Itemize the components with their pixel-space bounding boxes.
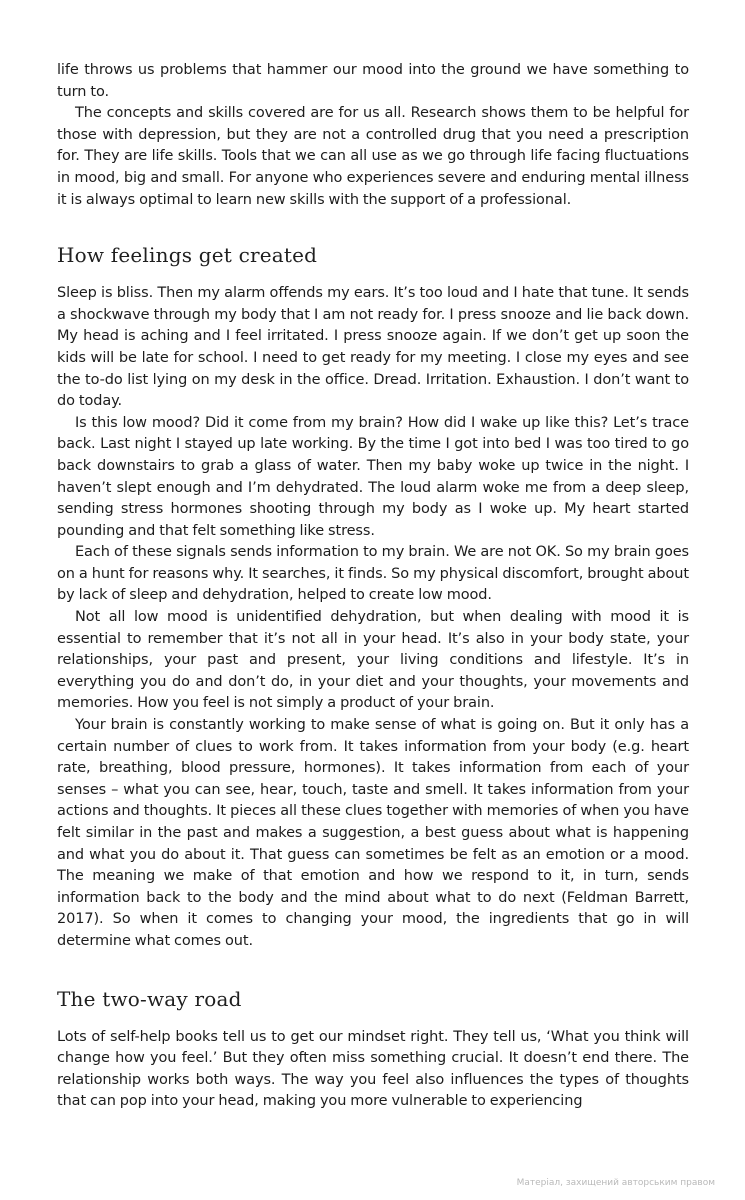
section1-paragraph-4: Not all low mood is unidentified dehydration, but when dealing with mood it is essential to remember that it’s not all in your head. It’s also in your body state, your relationships, your past and present, your living conditions and lifestyle. It’s in everything you do and don’t do, in your diet and your thoughts, your movements and memories. How you feel is not simply a product of your brain. [57,609,689,712]
section2-paragraph-1: Lots of self-help books tell us to get our mindset right. They tell us, ‘What you think will change how you feel.’ But they often miss something crucial. It doesn’t end there. The relationship works both ways. The way you feel also influences the types of thoughts that can pop into your head, making you more vulnerable to experiencing [57,1028,689,1110]
section1-paragraph-3: Each of these signals sends information to my brain. We are not OK. So my brain goes on a hunt for reasons why. It searches, it finds. So my physical discomfort, brought about by lack of sleep and dehydration, helped to create low mood. [57,544,689,604]
intro-paragraph-2: The concepts and skills covered are for us all. Research shows them to be helpful for those with depression, but they are not a controlled drug that you need a prescription for. They are life skills. Tools that we can all use as we go through life facing fluctuations in mood, big and small. For anyone who experiences severe and enduring mental illness it is always optimal to learn new skills with the support of a professional. [57,105,689,208]
section1-paragraph-1: Sleep is bliss. Then my alarm offends my ears. It’s too loud and I hate that tune. It sends a shockwave through my body that I am not ready for. I press snooze and lie back down. My head is aching and I feel irritated. I press snooze again. If we don’t get up soon the kids will be late for school. I need to get ready for my meeting. I close my eyes and see the to-do list lying on my desk in the office. Dread. Irritation. Exhaustion. I don’t want to do today. [57,285,689,410]
section1-paragraph-5: Your brain is constantly working to make sense of what is going on. But it only has a certain number of clues to work from. It takes information from your body (e.g. heart rate, breathing, blood pressure, hormones). It takes information from each of your senses – what you can see, hear, touch, taste and smell. It takes information from your actions and thoughts. It pieces all these clues together with memories of when you have felt similar in the past and makes a suggestion, a best guess about what is happening and what you do about it. That guess can sometimes be felt as an emotion or a mood. The meaning we make of that emotion and how we respond to it, in turn, sends information back to the body and the mind about what to do next (Feldman Barrett, 2017). So when it comes to changing your mood, the ingredients that go in will determine what comes out. [57,717,689,949]
copyright-watermark: Матеріал, захищений авторським правом [516,1178,715,1188]
section1-paragraph-2: Is this low mood? Did it come from my brain? How did I wake up like this? Let’s trace back. Last night I stayed up late working. By the time I got into bed I was too tired to go back downstairs to grab a glass of water. Then my baby woke up twice in the night. I haven’t slept enough and I’m dehydrated. The loud alarm woke me from a deep sleep, sending stress hormones shooting through my body as I woke up. My heart started pounding and that felt something like stress. [57,414,689,539]
section-heading-two-way-road: The two-way road [57,986,242,1011]
section-heading-how-feelings-get-created: How feelings get created [57,243,318,268]
book-page [57,60,689,1113]
intro-paragraph-1: life throws us problems that hammer our mood into the ground we have something to turn to. [57,62,689,100]
